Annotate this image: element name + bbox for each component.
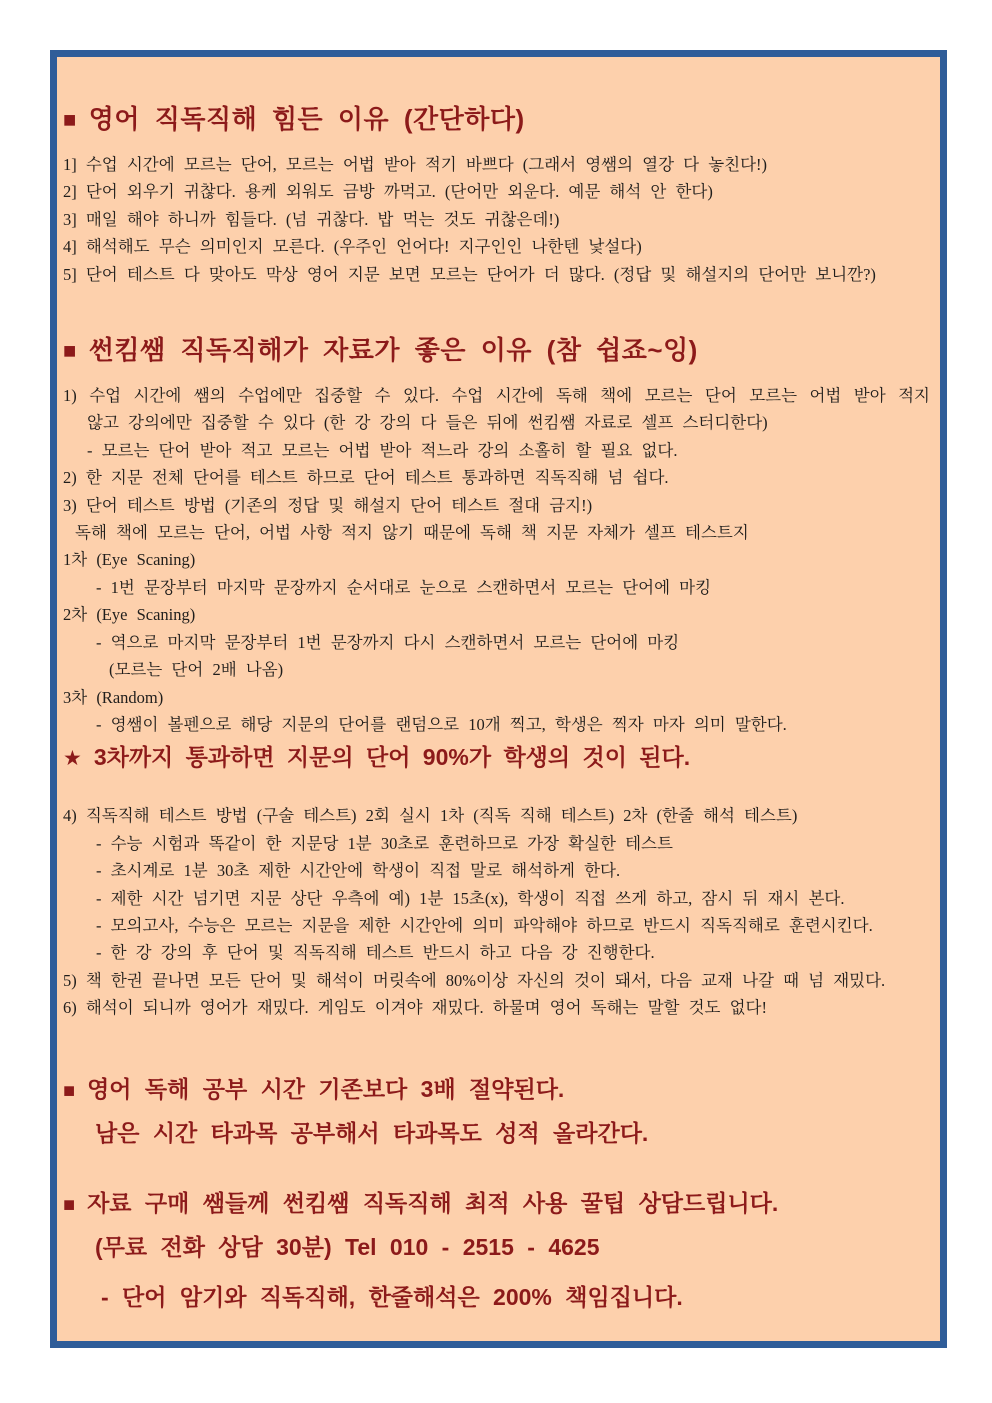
good2-line-8: 6) 해석이 되니까 영어가 재밌다. 게임도 이겨야 재밌다. 하물며 영어 독해는 말할 것도 없다! <box>63 998 767 1018</box>
section-title-text: 썬킴쌤 직독직해가 자료가 좋은 이유 (참 쉽죠~잉) <box>88 335 698 366</box>
square-bullet-icon: ■ <box>63 107 77 132</box>
star-emphasis-line <box>63 740 930 776</box>
good-line-1: 1) 수업 시간에 쌤의 수업에만 집중할 수 있다. 수업 시간에 독해 책에 모르는 단어 모르는 어법 받아 적지 <box>63 386 930 406</box>
section-title-text: 영어 직독직해 힘든 이유 (간단하다) <box>88 104 525 134</box>
hard-reason-3: 3] 매일 해야 하니까 힘들다. (넘 귀찮다. 밥 먹는 것도 귀찮은데!) <box>63 209 560 229</box>
consult-line-1: 자료 구매 쌤들께 썬킴쌤 직독직해 최적 사용 꿀팁 상담드립니다. <box>87 1189 779 1216</box>
square-bullet-icon: ■ <box>63 1079 76 1102</box>
good-line-11: (모르는 단어 2배 나옴) <box>109 660 284 680</box>
hard-reason-4: 4] 해석해도 무슨 의미인지 모른다. (우주인 언어다! 지구인인 나한텐 낯설다) <box>63 237 642 257</box>
good2-line-4: - 제한 시간 넘기면 지문 상단 우측에 예) 1분 15초(x), 학생이 직접 쓰게 하고, 잠시 뒤 재시 본다. <box>96 888 845 908</box>
consult-guarantee-line: - 단어 암기와 직독직해, 한줄해석은 200% 책임집니다. <box>101 1283 683 1310</box>
good2-line-5: - 모의고사, 수능은 모르는 지문을 제한 시간안에 의미 파악해야 하므로 반드시 직독직해로 훈련시킨다. <box>96 915 873 935</box>
consult-phone-line: (무료 전화 상담 30분) Tel 010 - 2515 - 4625 <box>95 1233 600 1260</box>
good-line-8: - 1번 문장부터 마지막 문장까지 순서대로 눈으로 스캔하면서 모르는 단어에 마킹 <box>96 577 712 597</box>
good-line-6: 독해 책에 모르는 단어, 어법 사항 적지 않기 때문에 독해 책 지문 자체가 셀프 테스트지 <box>75 523 749 543</box>
good-line-12: 3차 (Random) <box>63 687 164 707</box>
good-line-5: 3) 단어 테스트 방법 (기존의 정답 및 해설지 단어 테스트 절대 금지!) <box>63 495 593 515</box>
good2-line-2: - 수능 시험과 똑같이 한 지문당 1분 30초로 훈련하므로 가장 확실한 테스트 <box>96 833 673 853</box>
good2-line-1: 4) 직독직해 테스트 방법 (구술 테스트) 2회 실시 1차 (직독 직해 테스트) 2차 (한줄 해석 테스트) <box>63 806 798 826</box>
star-emphasis-text: 3차까지 통과하면 지문의 단어 90%가 학생의 것이 된다. <box>93 744 691 771</box>
good-line-3: - 모르는 단어 받아 적고 모르는 어법 받아 적느라 강의 소홀히 할 필요 없다. <box>87 440 678 460</box>
good2-line-6: - 한 강 강의 후 단어 및 직독직해 테스트 반드시 하고 다음 강 진행한다. <box>96 943 655 963</box>
hard-reason-5: 5] 단어 테스트 다 맞아도 막상 영어 지문 보면 모르는 단어가 더 많다. (정답 및 해설지의 단어만 보니깐?) <box>63 264 876 284</box>
hard-reason-1: 1] 수업 시간에 모르는 단어, 모르는 어법 받아 적기 바쁘다 (그래서 영쌤의 열강 다 놓친다!) <box>63 155 768 174</box>
section-title-good-reasons <box>63 334 930 368</box>
star-icon: ★ <box>63 747 82 771</box>
section-title-time-saving <box>63 1068 930 1112</box>
square-bullet-icon: ■ <box>63 338 77 364</box>
good2-line-7: 5) 책 한권 끝나면 모든 단어 및 해석이 머릿속에 80%이상 자신의 것이 돼서, 다음 교재 나갈 때 넘 재밌다. <box>63 970 886 990</box>
hard-reason-2: 2] 단어 외우기 귀찮다. 용케 외워도 금방 까먹고. (단어만 외운다. 예문 해석 안 한다) <box>63 182 713 202</box>
good-line-4: 2) 한 지문 전체 단어를 테스트 하므로 단어 테스트 통과하면 직독직해 넘 쉽다. <box>63 468 669 488</box>
time-saving-line-2: 남은 시간 타과목 공부해서 타과목도 성적 올라간다. <box>95 1119 649 1146</box>
good-line-9: 2차 (Eye Scaning) <box>63 605 196 625</box>
good-line-7: 1차 (Eye Scaning) <box>63 550 196 570</box>
good-line-13: - 영쌤이 볼펜으로 해당 지문의 단어를 랜덤으로 10개 찍고, 학생은 찍자 마자 의미 말한다. <box>96 714 787 734</box>
time-saving-line-1: 영어 독해 공부 시간 기존보다 3배 절약된다. <box>87 1075 565 1102</box>
section-title-hard-reasons <box>63 103 930 137</box>
good2-line-3: - 초시계로 1분 30초 제한 시간안에 학생이 직접 말로 해석하게 한다. <box>96 861 621 881</box>
good-line-10: - 역으로 마지막 문장부터 1번 문장까지 다시 스캔하면서 모르는 단어에 마킹 <box>96 632 680 652</box>
document-panel <box>50 50 947 1348</box>
section-title-consult <box>63 1182 930 1226</box>
good-line-2: 않고 강의에만 집중할 수 있다 (한 강 강의 다 들은 뒤에 썬킴쌤 자료로 셀프 스터디한다) <box>87 413 768 433</box>
square-bullet-icon: ■ <box>63 1193 76 1216</box>
